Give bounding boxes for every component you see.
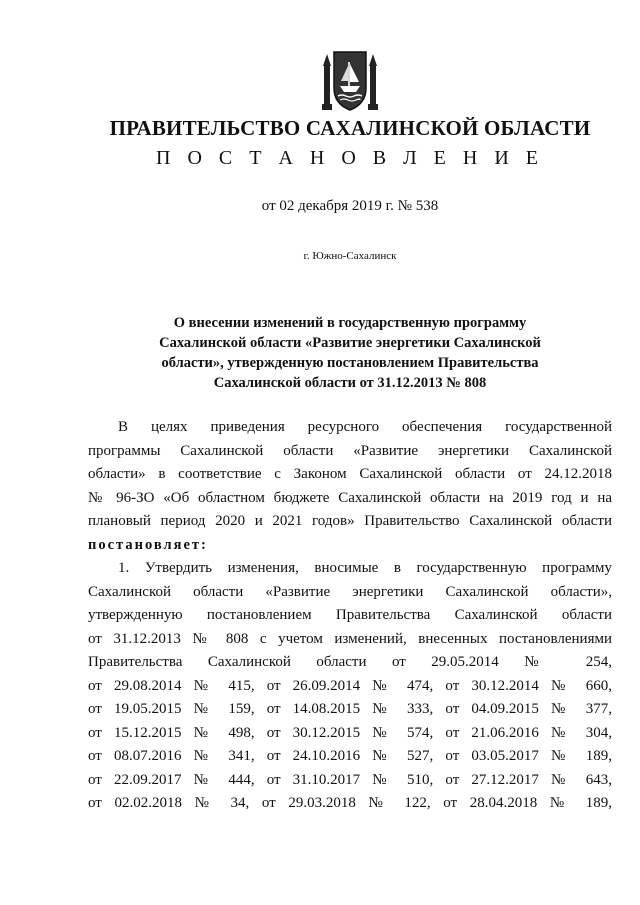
item-line: Правительства Сахалинской области от 29.05.2014 № 254,	[88, 654, 612, 670]
preamble-line: № 96-ЗО «Об областном бюджете Сахалинской области на 2019 год и на	[88, 489, 612, 506]
preamble-line: В целях приведения ресурсного обеспечения государственной	[118, 419, 612, 435]
preamble-line: плановый период 2020 и 2021 годов» Правительство Сахалинской области	[88, 513, 612, 529]
item-line: от 08.07.2016 № 341, от 24.10.2016 № 527, от 03.05.2017 № 189,	[88, 748, 612, 764]
item-line: утвержденную постановлением Правительства Сахалинской области	[88, 607, 612, 623]
item-line: от 15.12.2015 № 498, от 30.12.2015 № 574, от 21.06.2016 № 304,	[88, 724, 612, 741]
item-line: от 02.02.2018 № 34, от 29.03.2018 № 122, от 28.04.2018 № 189,	[88, 795, 612, 811]
subject-line: Сахалинской области от 31.12.2013 № 808	[213, 375, 487, 391]
document-city: г. Южно-Сахалинск	[303, 250, 397, 262]
organization-title: ПРАВИТЕЛЬСТВО САХАЛИНСКОЙ ОБЛАСТИ	[109, 116, 591, 140]
item-line: Сахалинской области «Развитие энергетики Сахалинской области»,	[88, 583, 612, 600]
item-line: от 31.12.2013 № 808 с учетом изменений, внесенных постановлениями	[88, 630, 612, 647]
preamble-line: области» в соответствие с Законом Сахалинской области от 24.12.2018	[88, 466, 612, 482]
resolve-word: постановляет:	[88, 536, 208, 553]
item-line: 1. Утвердить изменения, вносимые в государственную программу	[118, 560, 612, 576]
document-subject	[100, 313, 600, 393]
preamble-line: программы Сахалинской области «Развитие энергетики Сахалинской	[88, 442, 612, 459]
document-body	[88, 416, 612, 816]
item-line: от 29.08.2014 № 415, от 26.09.2014 № 474, от 30.12.2014 № 660,	[88, 677, 612, 694]
document-type: П О С Т А Н О В Л Е Н И Е	[156, 147, 544, 169]
subject-line: области», утвержденную постановлением Правительства	[161, 355, 539, 371]
document-date-number: от 02 декабря 2019 г. № 538	[261, 198, 439, 214]
subject-line: О внесении изменений в государственную программу	[173, 315, 527, 331]
subject-line: Сахалинской области «Развитие энергетики Сахалинской	[159, 335, 541, 351]
item-line: от 19.05.2015 № 159, от 14.08.2015 № 333, от 04.09.2015 № 377,	[88, 701, 612, 717]
coat-of-arms-icon	[322, 48, 378, 114]
item-line: от 22.09.2017 № 444, от 31.10.2017 № 510, от 27.12.2017 № 643,	[88, 771, 612, 788]
